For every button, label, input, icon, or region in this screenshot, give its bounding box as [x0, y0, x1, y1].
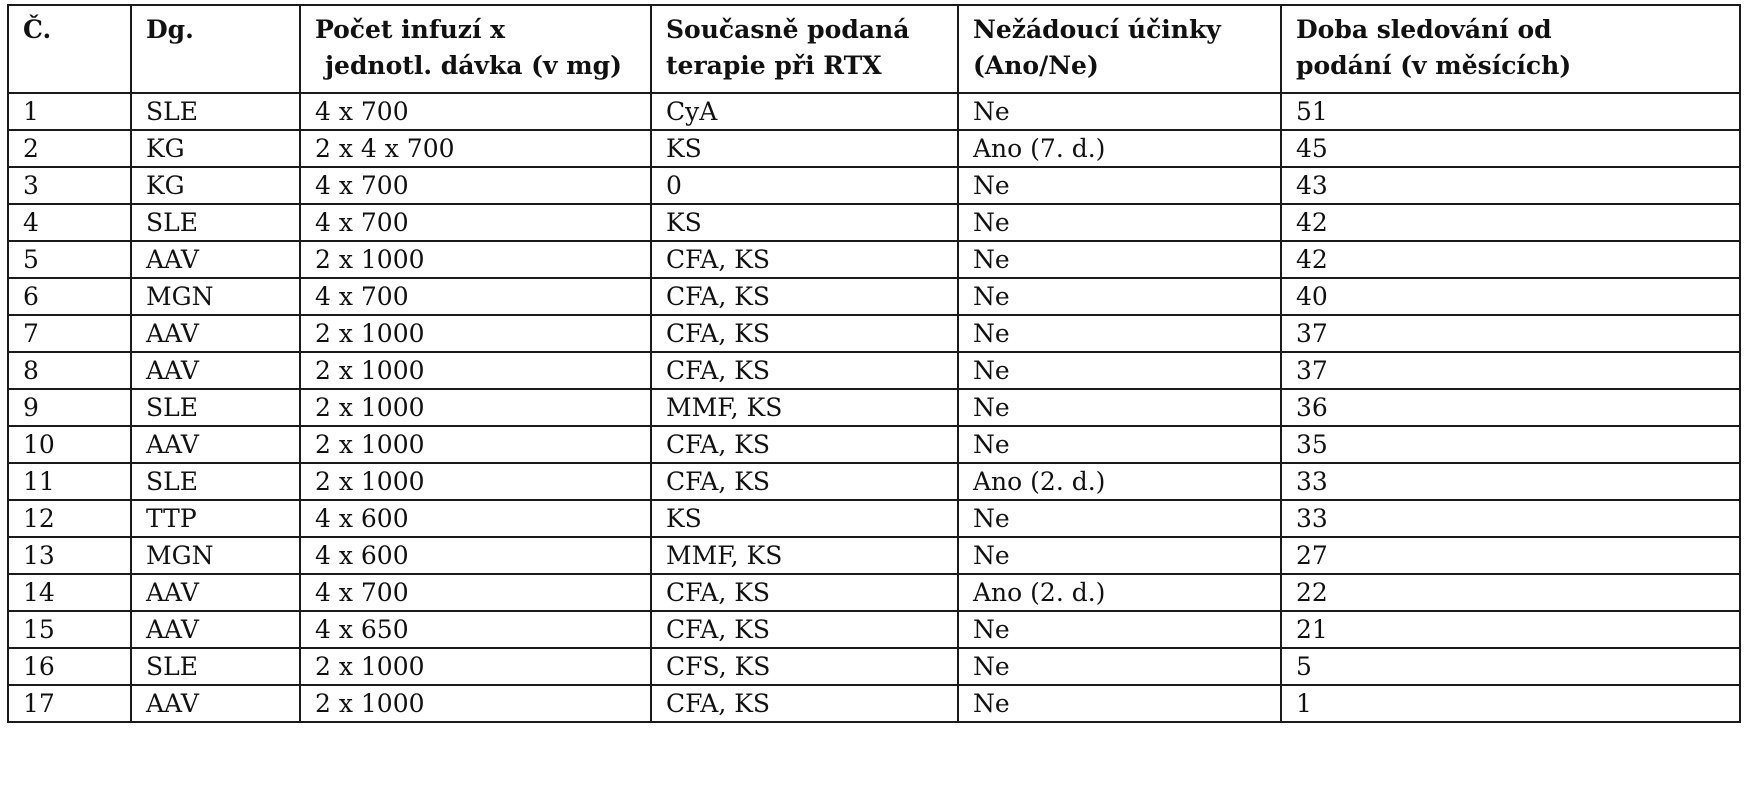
cell-number: 1 [8, 93, 131, 130]
cell-diagnosis: SLE [131, 389, 300, 426]
cell-infusions-dose: 4 x 600 [300, 500, 651, 537]
header-line: Současně podaná [666, 15, 910, 44]
header-line: Doba sledování od [1296, 15, 1552, 44]
cell-infusions-dose: 2 x 1000 [300, 648, 651, 685]
cell-number: 4 [8, 204, 131, 241]
cell-infusions-dose: 2 x 1000 [300, 685, 651, 722]
table-body [8, 93, 1740, 722]
cell-adverse-effects: Ne [958, 611, 1281, 648]
cell-adverse-effects: Ne [958, 426, 1281, 463]
cell-infusions-dose: 4 x 600 [300, 537, 651, 574]
cell-concurrent-therapy: CFA, KS [651, 574, 958, 611]
table-row [8, 278, 1740, 315]
cell-adverse-effects: Ano (2. d.) [958, 574, 1281, 611]
cell-number: 11 [8, 463, 131, 500]
table-row [8, 204, 1740, 241]
cell-concurrent-therapy: CFA, KS [651, 426, 958, 463]
cell-follow-up: 42 [1281, 241, 1740, 278]
cell-diagnosis: AAV [131, 426, 300, 463]
cell-diagnosis: AAV [131, 352, 300, 389]
table-row [8, 426, 1740, 463]
cell-number: 14 [8, 574, 131, 611]
cell-concurrent-therapy: MMF, KS [651, 389, 958, 426]
cell-concurrent-therapy: 0 [651, 167, 958, 204]
cell-concurrent-therapy: CFA, KS [651, 463, 958, 500]
cell-adverse-effects: Ne [958, 93, 1281, 130]
cell-follow-up: 45 [1281, 130, 1740, 167]
cell-adverse-effects: Ne [958, 500, 1281, 537]
cell-number: 16 [8, 648, 131, 685]
table-row [8, 389, 1740, 426]
header-line: Č. [23, 15, 52, 44]
cell-adverse-effects: Ne [958, 685, 1281, 722]
cell-diagnosis: MGN [131, 537, 300, 574]
cell-follow-up: 27 [1281, 537, 1740, 574]
cell-concurrent-therapy: CFA, KS [651, 241, 958, 278]
cell-concurrent-therapy: MMF, KS [651, 537, 958, 574]
cell-infusions-dose: 4 x 700 [300, 167, 651, 204]
cell-infusions-dose: 2 x 4 x 700 [300, 130, 651, 167]
cell-diagnosis: AAV [131, 241, 300, 278]
header-follow-up [1281, 5, 1740, 93]
cell-number: 13 [8, 537, 131, 574]
header-line: terapie při RTX [666, 51, 882, 80]
header-line: podání (v měsících) [1296, 51, 1572, 80]
cell-number: 17 [8, 685, 131, 722]
table-row [8, 685, 1740, 722]
cell-follow-up: 43 [1281, 167, 1740, 204]
header-adverse-effects [958, 5, 1281, 93]
cell-infusions-dose: 4 x 700 [300, 278, 651, 315]
cell-diagnosis: SLE [131, 204, 300, 241]
header-number [8, 5, 131, 93]
table-row [8, 93, 1740, 130]
cell-number: 2 [8, 130, 131, 167]
cell-adverse-effects: Ne [958, 278, 1281, 315]
table-row [8, 241, 1740, 278]
table-row [8, 500, 1740, 537]
cell-diagnosis: KG [131, 167, 300, 204]
cell-concurrent-therapy: CFA, KS [651, 278, 958, 315]
cell-concurrent-therapy: CFS, KS [651, 648, 958, 685]
cell-diagnosis: TTP [131, 500, 300, 537]
cell-number: 10 [8, 426, 131, 463]
cell-follow-up: 22 [1281, 574, 1740, 611]
table-row [8, 352, 1740, 389]
cell-follow-up: 5 [1281, 648, 1740, 685]
cell-number: 6 [8, 278, 131, 315]
cell-follow-up: 42 [1281, 204, 1740, 241]
cell-concurrent-therapy: CFA, KS [651, 611, 958, 648]
cell-adverse-effects: Ano (7. d.) [958, 130, 1281, 167]
cell-infusions-dose: 2 x 1000 [300, 315, 651, 352]
cell-follow-up: 33 [1281, 463, 1740, 500]
header-line: Nežádoucí účinky [973, 15, 1221, 44]
cell-diagnosis: SLE [131, 463, 300, 500]
cell-diagnosis: AAV [131, 574, 300, 611]
table-row [8, 648, 1740, 685]
header-line: Dg. [146, 15, 194, 44]
cell-follow-up: 37 [1281, 352, 1740, 389]
cell-number: 7 [8, 315, 131, 352]
cell-diagnosis: SLE [131, 648, 300, 685]
header-diagnosis [131, 5, 300, 93]
cell-concurrent-therapy: CFA, KS [651, 315, 958, 352]
cell-number: 12 [8, 500, 131, 537]
cell-adverse-effects: Ne [958, 241, 1281, 278]
cell-number: 8 [8, 352, 131, 389]
cell-diagnosis: AAV [131, 611, 300, 648]
table-row [8, 574, 1740, 611]
cell-number: 5 [8, 241, 131, 278]
cell-adverse-effects: Ne [958, 648, 1281, 685]
cell-adverse-effects: Ne [958, 315, 1281, 352]
cell-adverse-effects: Ne [958, 352, 1281, 389]
header-row [8, 5, 1740, 93]
cell-concurrent-therapy: CFA, KS [651, 352, 958, 389]
cell-concurrent-therapy: CyA [651, 93, 958, 130]
table-container [7, 4, 1741, 723]
cell-infusions-dose: 2 x 1000 [300, 463, 651, 500]
cell-follow-up: 40 [1281, 278, 1740, 315]
cell-adverse-effects: Ne [958, 167, 1281, 204]
cell-infusions-dose: 4 x 650 [300, 611, 651, 648]
cell-diagnosis: AAV [131, 315, 300, 352]
cell-adverse-effects: Ano (2. d.) [958, 463, 1281, 500]
cell-concurrent-therapy: KS [651, 130, 958, 167]
cell-diagnosis: SLE [131, 93, 300, 130]
cell-concurrent-therapy: KS [651, 500, 958, 537]
header-line: (Ano/Ne) [973, 51, 1099, 80]
cell-follow-up: 35 [1281, 426, 1740, 463]
cell-infusions-dose: 4 x 700 [300, 574, 651, 611]
header-line: Počet infuzí x [315, 15, 506, 44]
cell-concurrent-therapy: KS [651, 204, 958, 241]
header-line: jednotl. dávka (v mg) [325, 51, 622, 80]
table-row [8, 537, 1740, 574]
cell-number: 3 [8, 167, 131, 204]
cell-follow-up: 36 [1281, 389, 1740, 426]
cell-concurrent-therapy: CFA, KS [651, 685, 958, 722]
cell-follow-up: 33 [1281, 500, 1740, 537]
table-row [8, 611, 1740, 648]
cell-diagnosis: KG [131, 130, 300, 167]
header-concurrent-therapy [651, 5, 958, 93]
table-row [8, 167, 1740, 204]
cell-number: 15 [8, 611, 131, 648]
table-row [8, 130, 1740, 167]
cell-infusions-dose: 2 x 1000 [300, 352, 651, 389]
patient-table [7, 4, 1741, 723]
cell-adverse-effects: Ne [958, 537, 1281, 574]
cell-follow-up: 51 [1281, 93, 1740, 130]
table-row [8, 463, 1740, 500]
cell-adverse-effects: Ne [958, 389, 1281, 426]
cell-adverse-effects: Ne [958, 204, 1281, 241]
header-infusions-dose [300, 5, 651, 93]
cell-infusions-dose: 4 x 700 [300, 204, 651, 241]
cell-follow-up: 1 [1281, 685, 1740, 722]
cell-number: 9 [8, 389, 131, 426]
cell-follow-up: 37 [1281, 315, 1740, 352]
cell-follow-up: 21 [1281, 611, 1740, 648]
table-row [8, 315, 1740, 352]
cell-infusions-dose: 2 x 1000 [300, 241, 651, 278]
cell-diagnosis: AAV [131, 685, 300, 722]
cell-diagnosis: MGN [131, 278, 300, 315]
cell-infusions-dose: 4 x 700 [300, 93, 651, 130]
cell-infusions-dose: 2 x 1000 [300, 426, 651, 463]
cell-infusions-dose: 2 x 1000 [300, 389, 651, 426]
